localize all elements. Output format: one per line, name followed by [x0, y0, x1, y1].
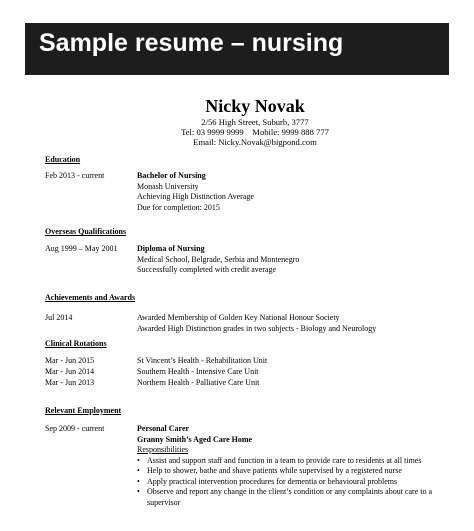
employment-detail: [137, 424, 455, 508]
education-heading: Education: [45, 155, 81, 164]
responsibilities-label: Responsibilities: [137, 445, 189, 454]
education-line: Due for completion: 2015: [137, 202, 220, 212]
employer-name: Granny Smith’s Aged Care Home: [137, 434, 253, 444]
job-title: Personal Carer: [137, 424, 190, 433]
responsibility-text: Help to shower, bathe and shave patients while supervised by a registered nurse: [147, 466, 402, 475]
list-item: [137, 487, 455, 498]
list-item: [137, 466, 455, 477]
clinical-date: Mar - Jun 2013: [45, 378, 95, 387]
overseas-line: Successfully completed with credit average: [137, 265, 277, 274]
education-line: Achieving High Distinction Average: [137, 192, 254, 201]
candidate-name: Nicky Novak: [205, 96, 305, 116]
education-detail: [137, 171, 455, 213]
clinical-unit: Southern Health - Intensive Care Unit: [137, 367, 259, 376]
responsibility-text: supervisor: [147, 497, 181, 507]
education-date: Feb 2013 - current: [45, 171, 105, 180]
bullet-icon: •: [137, 455, 140, 465]
employment-heading: Relevant Employment: [45, 406, 122, 415]
education-title: Bachelor of Nursing: [137, 171, 206, 180]
achievements-date: Jul 2014: [45, 313, 73, 322]
responsibility-text: Observe and report any change in the client’s condition or any complaints about care to a: [147, 487, 433, 496]
overseas-date: Aug 1999 – May 2001: [45, 244, 118, 253]
achievements-heading: Achievements and Awards: [45, 293, 136, 302]
email-line: Email: Nicky.Novak@bigpond.com: [193, 137, 317, 147]
employment-date: Sep 2009 - current: [45, 424, 105, 433]
clinical-date: Mar - Jun 2014: [45, 367, 95, 376]
overseas-title: Diploma of Nursing: [137, 244, 205, 253]
list-item: [137, 477, 455, 488]
responsibility-text: Apply practical intervention procedures for dementia or behavioural problems: [147, 476, 398, 486]
achievements-detail: [137, 313, 455, 334]
overseas-heading: Overseas Qualifications: [45, 227, 127, 236]
bullet-icon: •: [137, 487, 140, 496]
achievements-line: Awarded Membership of Golden Key National Honour Society: [137, 313, 340, 322]
clinical-date: Mar - Jun 2015: [45, 356, 95, 365]
clinical-heading: Clinical Rotations: [45, 339, 107, 348]
bullet-icon: •: [137, 466, 140, 475]
clinical-unit: Northern Health - Palliative Care Unit: [137, 378, 260, 387]
education-line: Monash University: [137, 181, 199, 191]
clinical-unit: St Vincent’s Health - Rehabilitation Unit: [137, 356, 268, 365]
list-item: [137, 456, 455, 467]
bullet-icon: •: [137, 476, 140, 486]
phone-line: Tel: 03 9999 9999 Mobile: 9999 888 777: [181, 127, 329, 137]
list-item-continuation: [137, 498, 455, 509]
achievements-line: Awarded High Distinction grades in two subjects - Biology and Neurology: [137, 323, 377, 333]
responsibility-text: Assist and support staff and function in a team to provide care to residents at all times: [147, 455, 422, 465]
banner-title: Sample resume – nursing: [39, 29, 344, 57]
address-line: 2/56 High Street, Suburb, 3777: [201, 117, 309, 127]
overseas-detail: [137, 244, 455, 276]
responsibilities-list: [137, 456, 455, 509]
overseas-line: Medical School, Belgrade, Serbia and Montenegro: [137, 254, 300, 264]
